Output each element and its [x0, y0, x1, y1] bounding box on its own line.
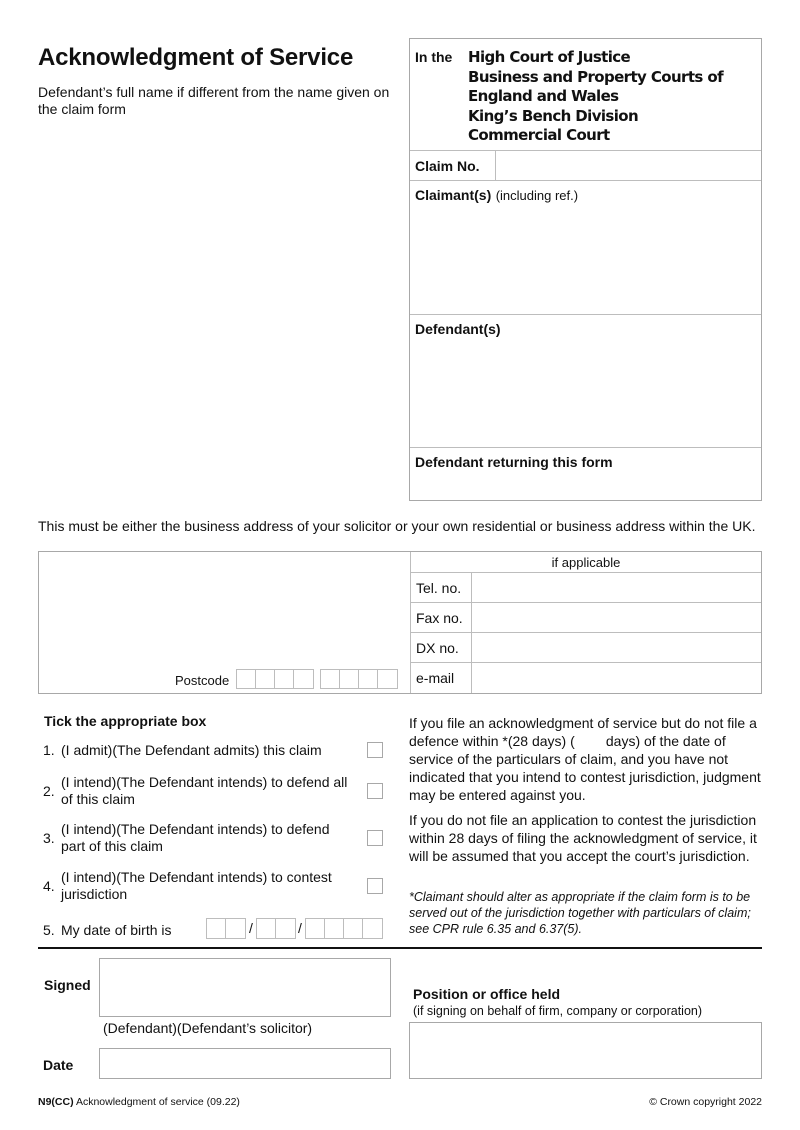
email-input[interactable]: [471, 663, 761, 693]
contest-jurisdiction-checkbox[interactable]: [367, 878, 383, 894]
dob-cell[interactable]: [257, 919, 276, 938]
if-applicable-label: if applicable: [411, 552, 761, 573]
postcode-outward-input[interactable]: [236, 669, 314, 689]
court-line: England and Wales: [468, 87, 619, 105]
item-number: 3.: [43, 830, 55, 846]
dob-cell[interactable]: [226, 919, 245, 938]
defendants-label: Defendant(s): [415, 321, 501, 337]
date-label: Date: [43, 1057, 74, 1073]
address-field[interactable]: [39, 552, 410, 664]
copyright: © Crown copyright 2022: [649, 1096, 762, 1108]
postcode-cell[interactable]: [275, 670, 294, 688]
claim-no-field[interactable]: [496, 151, 761, 180]
contact-details: [411, 552, 761, 693]
court-line: High Court of Justice: [468, 48, 631, 66]
dx-label: DX no.: [416, 640, 459, 656]
tel-row: [411, 573, 761, 603]
tel-label: Tel. no.: [416, 580, 462, 596]
signed-label: Signed: [44, 977, 91, 993]
dob-cell[interactable]: [325, 919, 344, 938]
email-label: e-mail: [416, 670, 455, 686]
tick-heading: Tick the appropriate box: [44, 713, 207, 729]
position-sublabel: (if signing on behalf of firm, company or corporation): [413, 1004, 703, 1018]
court-details-box: [409, 38, 762, 501]
postcode-cell[interactable]: [378, 670, 397, 688]
claim-no-row: [410, 151, 761, 181]
item-number: 1.: [43, 742, 55, 758]
dob-year-input[interactable]: [305, 918, 383, 939]
form-name: Acknowledgment of service (09.22): [75, 1096, 240, 1108]
dob-day-input[interactable]: [206, 918, 246, 939]
jurisdiction-warning: If you do not file an application to contest the jurisdiction within 28 days of filing the acknowledgment of service, it will be assumed that you accept the court’s jurisdiction.: [409, 812, 757, 864]
address-box: [38, 551, 762, 694]
item-number: 4.: [43, 878, 55, 894]
postcode-cell[interactable]: [294, 670, 313, 688]
postcode-cell[interactable]: [256, 670, 275, 688]
court-line: King’s Bench Division: [468, 106, 639, 125]
dob-month-input[interactable]: [256, 918, 296, 939]
signed-caption: (Defendant)(Defendant’s solicitor): [103, 1020, 313, 1036]
court-line: Business and Property Courts of: [468, 67, 723, 86]
item-text: (I admit)(The Defendant admits) this claim: [61, 742, 322, 758]
address-note: This must be either the business address of your solicitor or your own residential or business address within the UK.: [38, 518, 756, 534]
court-line: Commercial Court: [468, 126, 610, 144]
court-names: [468, 48, 723, 146]
default-judgment-warning: If you file an acknowledgment of service but do not file a defence within *(28 days) ( days) of the date of service of the particulars of claim, and you have not indicated that you intend to contest jurisdiction, judgment may be entered against you.: [409, 715, 765, 803]
defendants-field[interactable]: [410, 315, 761, 448]
dob-label: My date of birth is: [61, 922, 172, 938]
item-text: (I intend)(The Defendant intends) to defend all of this claim: [61, 774, 348, 807]
claimants-field[interactable]: [410, 181, 761, 315]
dx-row: [411, 633, 761, 663]
position-label: Position or office held: [413, 986, 561, 1002]
postcode-inward-input[interactable]: [320, 669, 398, 689]
admit-checkbox[interactable]: [367, 742, 383, 758]
defendant-returning-label: Defendant returning this form: [415, 454, 613, 470]
item-number: 2.: [43, 783, 55, 799]
fax-label: Fax no.: [416, 610, 463, 626]
page-title: Acknowledgment of Service: [38, 44, 354, 71]
claimant-note: *Claimant should alter as appropriate if the claim form is to be served out of the jurisdiction together with particulars of claim; see CPR rule 6.35 and 6.37(5).: [409, 890, 751, 936]
dob-separator: /: [298, 920, 302, 936]
form-code: N9(CC): [38, 1096, 74, 1108]
position-field[interactable]: [409, 1022, 762, 1079]
dob-cell[interactable]: [207, 919, 226, 938]
defendant-full-name-label: Defendant’s full name if different from the name given on the claim form: [38, 84, 390, 117]
defend-part-checkbox[interactable]: [367, 830, 383, 846]
dob-separator: /: [249, 920, 253, 936]
dob-cell[interactable]: [363, 919, 382, 938]
section-divider: [38, 947, 762, 949]
date-field[interactable]: [99, 1048, 391, 1079]
signature-field[interactable]: [99, 958, 391, 1017]
court-header: [410, 39, 761, 151]
dx-input[interactable]: [471, 633, 761, 662]
claim-no-label: Claim No.: [415, 158, 480, 174]
dob-cell[interactable]: [306, 919, 325, 938]
fax-input[interactable]: [471, 603, 761, 632]
item-text: (I intend)(The Defendant intends) to defend part of this claim: [61, 821, 330, 854]
item-number: 5.: [43, 922, 55, 938]
tel-input[interactable]: [471, 573, 761, 602]
form-reference: [38, 1096, 240, 1108]
postcode-cell[interactable]: [237, 670, 256, 688]
postcode-cell[interactable]: [340, 670, 359, 688]
email-row: [411, 663, 761, 693]
claimants-label: Claimant(s) (including ref.): [415, 187, 579, 203]
dob-cell[interactable]: [276, 919, 295, 938]
item-text: (I intend)(The Defendant intends) to contest jurisdiction: [61, 869, 332, 902]
dob-cell[interactable]: [344, 919, 363, 938]
postcode-cell[interactable]: [359, 670, 378, 688]
in-the-label: In the: [415, 49, 453, 65]
defendant-returning-field[interactable]: [410, 448, 761, 500]
postcode-label: Postcode: [175, 673, 230, 688]
postcode-cell[interactable]: [321, 670, 340, 688]
defend-all-checkbox[interactable]: [367, 783, 383, 799]
fax-row: [411, 603, 761, 633]
